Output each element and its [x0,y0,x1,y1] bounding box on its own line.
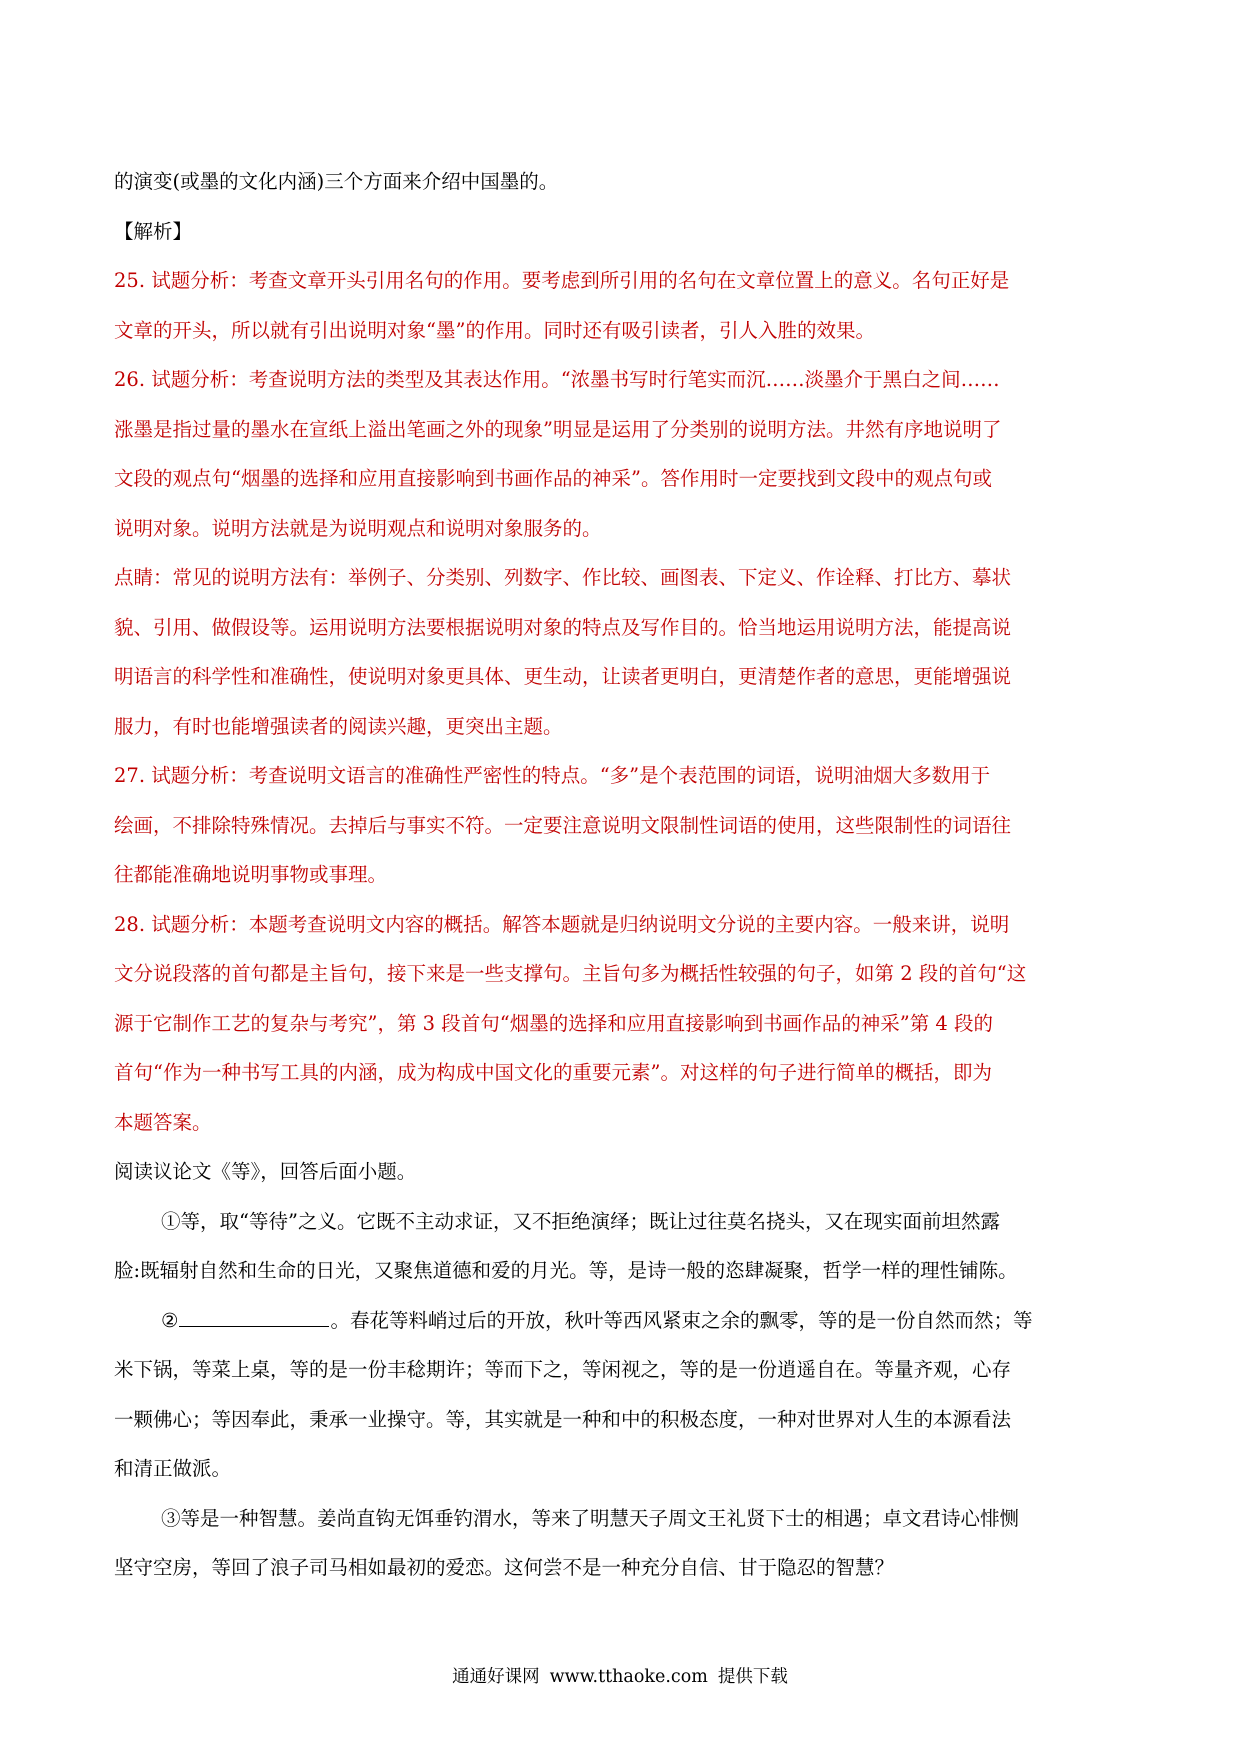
analysis-line: 服力，有时也能增强读者的阅读兴趣，更突出主题。 [114,714,563,738]
analysis-line: 明语言的科学性和准确性，使说明对象更具体、更生动，让读者更明白，更清楚作者的意思，更能增强说 [114,665,1012,688]
passage-paragraph-3-line: 坚守空房，等回了浪子司马相如最初的爱恋。这何尝不是一种充分自信、甘于隐忍的智慧？ [114,1556,895,1579]
passage-paragraph-2-line: 一颗佛心；等因奉此，秉承一业操守。等，其实就是一种和中的积极态度，一种对世界对人生的本源看法 [114,1407,1012,1431]
analysis-line: 貌、引用、做假设等。运用说明方法要根据说明对象的特点及写作目的。恰当地运用说明方法，能提高说 [114,615,1012,639]
analysis-line: 说明对象。说明方法就是为说明观点和说明对象服务的。 [114,516,602,540]
reading-prompt: 阅读议论文《等》，回答后面小题。 [114,1160,417,1183]
analysis-line: 26. 试题分析：考查说明方法的类型及其表达作用。“浓墨书写时行笔实而沉……淡墨介于黑白之间…… [114,368,1000,391]
analysis-line: 涨墨是指过量的墨水在宣纸上溢出笔画之外的现象”明显是运用了分类别的说明方法。井然有序地说明了 [114,417,1002,441]
passage-paragraph-3-line: ③等是一种智慧。姜尚直钩无饵垂钓渭水，等来了明慧天子周文王礼贤下士的相遇；卓文君诗心悱恻 [161,1506,1020,1530]
passage-paragraph-2-line: 米下锅，等菜上桌，等的是一份丰稔期许；等而下之，等闲视之，等的是一份逍遥自在。等量齐观，心存 [114,1358,1012,1381]
fill-in-blank[interactable] [179,1308,329,1327]
footer-action: 提供下载 [717,1667,788,1687]
footer-url[interactable]: www.tthaoke.com [549,1667,708,1687]
paragraph-2-marker: ② [161,1308,179,1332]
passage-paragraph-1-line: 脸:既辐射自然和生命的日光，又聚焦道德和爱的月光。等，是诗一般的恣肆凝聚，哲学一样的理性铺陈。 [114,1259,1018,1282]
analysis-line: 源于它制作工艺的复杂与考究”，第 3 段首句“烟墨的选择和应用直接影响到书画作品的神采”第 4 段的 [114,1011,994,1035]
analysis-line: 文章的开头，所以就有引出说明对象“墨”的作用。同时还有吸引读者，引人入胜的效果。 [114,318,875,342]
analysis-line: 往都能准确地说明事物或事理。 [114,863,388,886]
paragraph-2-line-rest: 。春花等料峭过后的开放，秋叶等西风紧束之余的飘零，等的是一份自然而然；等 [330,1308,1033,1332]
page-footer [0,1664,1240,1690]
analysis-line: 点睛：常见的说明方法有：举例子、分类别、列数字、作比较、画图表、下定义、作诠释、打比方、摹状 [114,566,1012,589]
section-label: 【解析】 [114,219,193,243]
analysis-line: 绘画，不排除特殊情况。去掉后与事实不符。一定要注意说明文限制性词语的使用，这些限制性的词语往 [114,813,1012,837]
intro-tail-line: 的演变(或墨的文化内涵)三个方面来介绍中国墨的。 [114,170,559,193]
page-content [114,157,1134,1593]
passage-paragraph-2-line: 和清正做派。 [114,1457,232,1480]
passage-paragraph-2-first-line [114,1296,1134,1346]
analysis-line: 28. 试题分析：本题考查说明文内容的概括。解答本题就是归纳说明文分说的主要内容。一般来讲，说明 [114,912,1010,936]
analysis-line: 首句“作为一种书写工具的内涵，成为构成中国文化的重要元素”。对这样的句子进行简单的概括，即为 [114,1061,992,1084]
analysis-line: 27. 试题分析：考查说明文语言的准确性严密性的特点。“多”是个表范围的词语，说明油烟大多数用于 [114,764,991,787]
analysis-line: 文段的观点句“烟墨的选择和应用直接影响到书画作品的神采”。答作用时一定要找到文段中的观点句或 [114,467,992,490]
passage [114,1197,1134,1593]
analysis-line: 文分说段落的首句都是主旨句，接下来是一些支撑句。主旨句多为概括性较强的句子，如第 2 段的首句“这 [114,962,1027,985]
analysis-block [114,256,1134,1147]
passage-paragraph-1-line: ①等，取“等待”之义。它既不主动求证，又不拒绝演绎；既让过往莫名挠头，又在现实面前坦然露 [161,1209,1000,1233]
footer-site-name: 通通好课网 [452,1667,540,1687]
analysis-line: 25. 试题分析：考查文章开头引用名句的作用。要考虑到所引用的名句在文章位置上的意义。名句正好是 [114,269,1010,292]
analysis-line: 本题答案。 [114,1110,212,1134]
